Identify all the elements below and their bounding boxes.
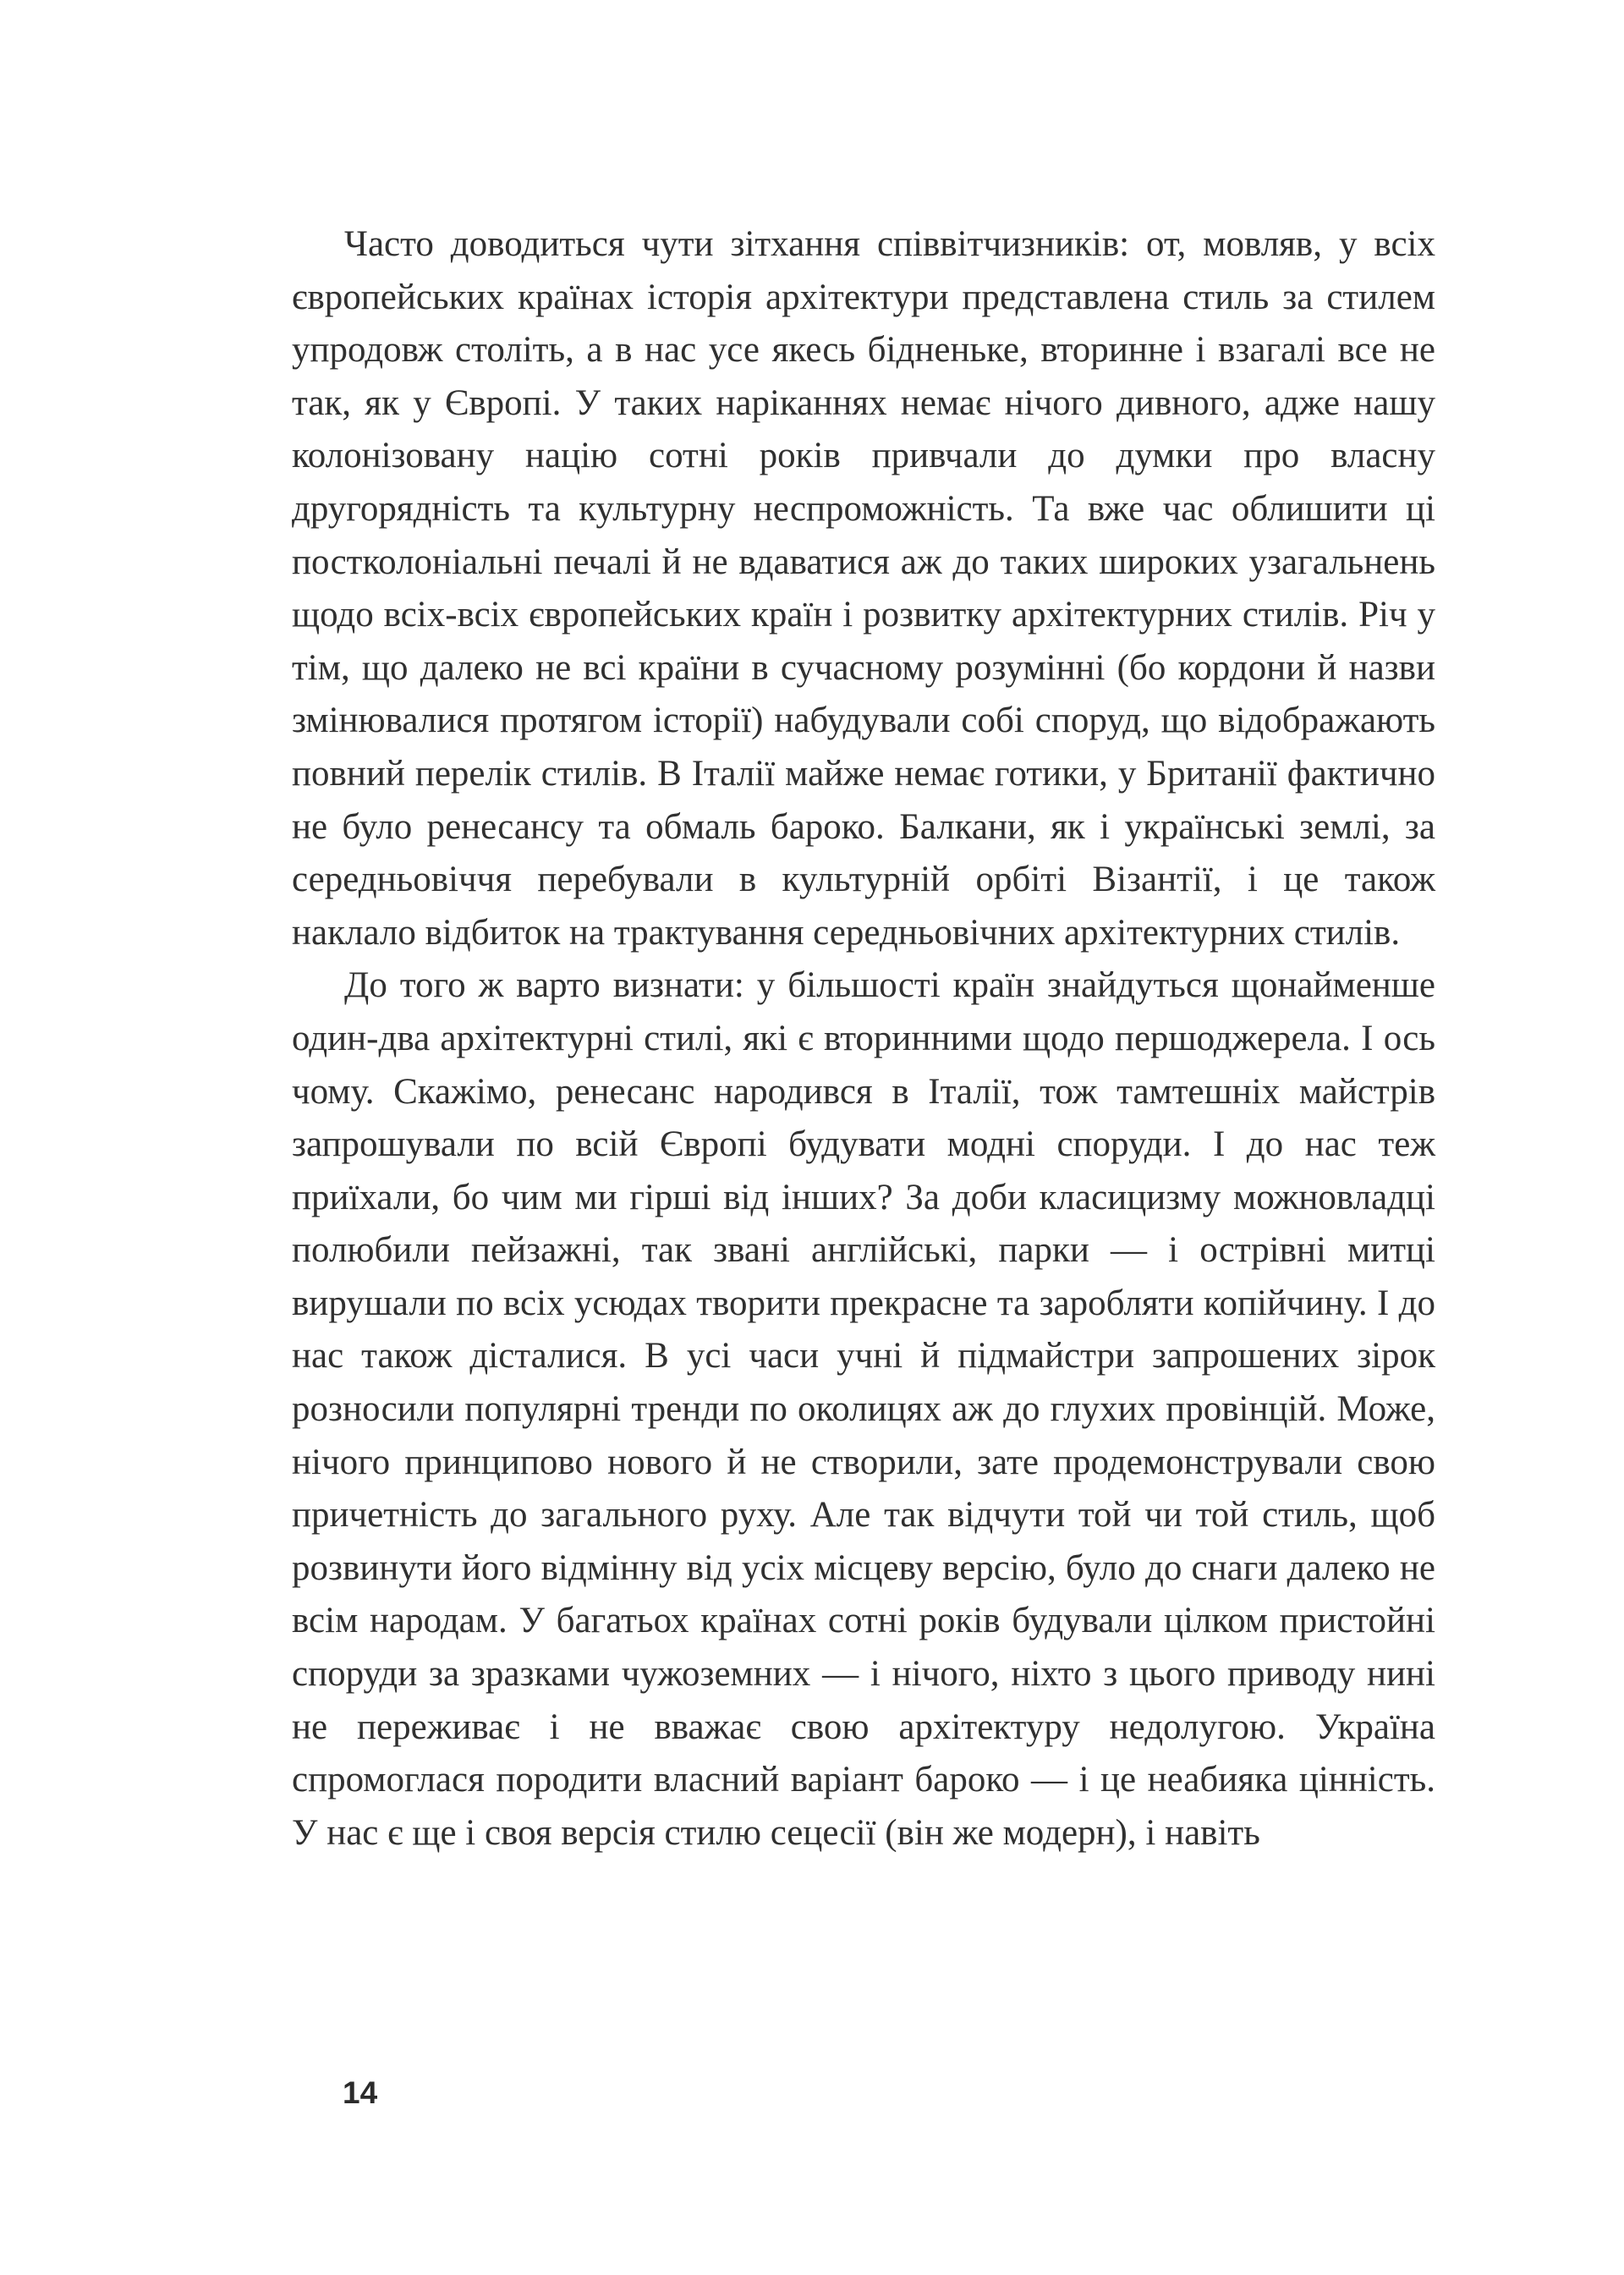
page-number: 14 bbox=[343, 2075, 378, 2110]
paragraph-2: До того ж варто визнати: у більшості країн знайдуться щонайменше один-два архітектурні стилі, які є вторинними щодо першоджерела. І ось чому. Скажімо, ренесанс народився в Італії, тож тамтешніх майстрів запрошували по всій Європі будувати модні споруди. І до нас теж приїхали, бо чим ми гірші від інших? За доби класицизму можновладці полюбили пейзажні, так звані англійські, парки — і острівні митці вирушали по всіх усюдах творити прекрасне та заробляти копійчину. І до нас також дісталися. В усі часи учні й підмайстри запрошених зірок розносили популярні тренди по околицях аж до глухих провінцій. Може, нічого принципово нового й не створили, зате продемонстрували свою причетність до загального руху. Але так відчути той чи той стиль, щоб розвинути його відмінну від усіх місцеву версію, було до снаги далеко не всім народам. У багатьох країнах сотні років будували цілком пристойні споруди за зразками чужоземних — і нічого, ніхто з цього приводу нині не переживає і не вважає свою архітектуру недолугою. Україна спромоглася породити власний варіант бароко — і це неабияка цінність. У нас є ще і своя версія стилю сецесії (він же модерн), і навіть bbox=[292, 965, 1435, 1853]
paragraph-1: Часто доводиться чути зітхання співвітчизників: от, мовляв, у всіх європейських країнах історія архітектури представлена стиль за стилем упродовж століть, а в нас усе якесь бідненьке, вторинне і взагалі все не так, як у Європі. У таких наріканнях немає нічого дивного, адже нашу колонізовану націю сотні років привчали до думки про власну другорядність та культурну неспроможність. Та вже час облишити ці постколоніальні печалі й не вдаватися аж до таких широких узагальнень щодо всіх-всіх європейських країн і розвитку архітектурних стилів. Річ у тім, що далеко не всі країни в сучасному розумінні (бо кордони й назви змінювалися протягом історії) набудували собі споруд, що відображають повний перелік стилів. В Італії майже немає готики, у Британії фактично не було ренесансу та обмаль бароко. Балкани, як і українські землі, за середньовіччя перебували в культурній орбіті Візантії, і це також наклало відбиток на трактування середньовічних архітектурних стилів. bbox=[292, 224, 1435, 953]
body-text bbox=[292, 218, 1435, 1860]
